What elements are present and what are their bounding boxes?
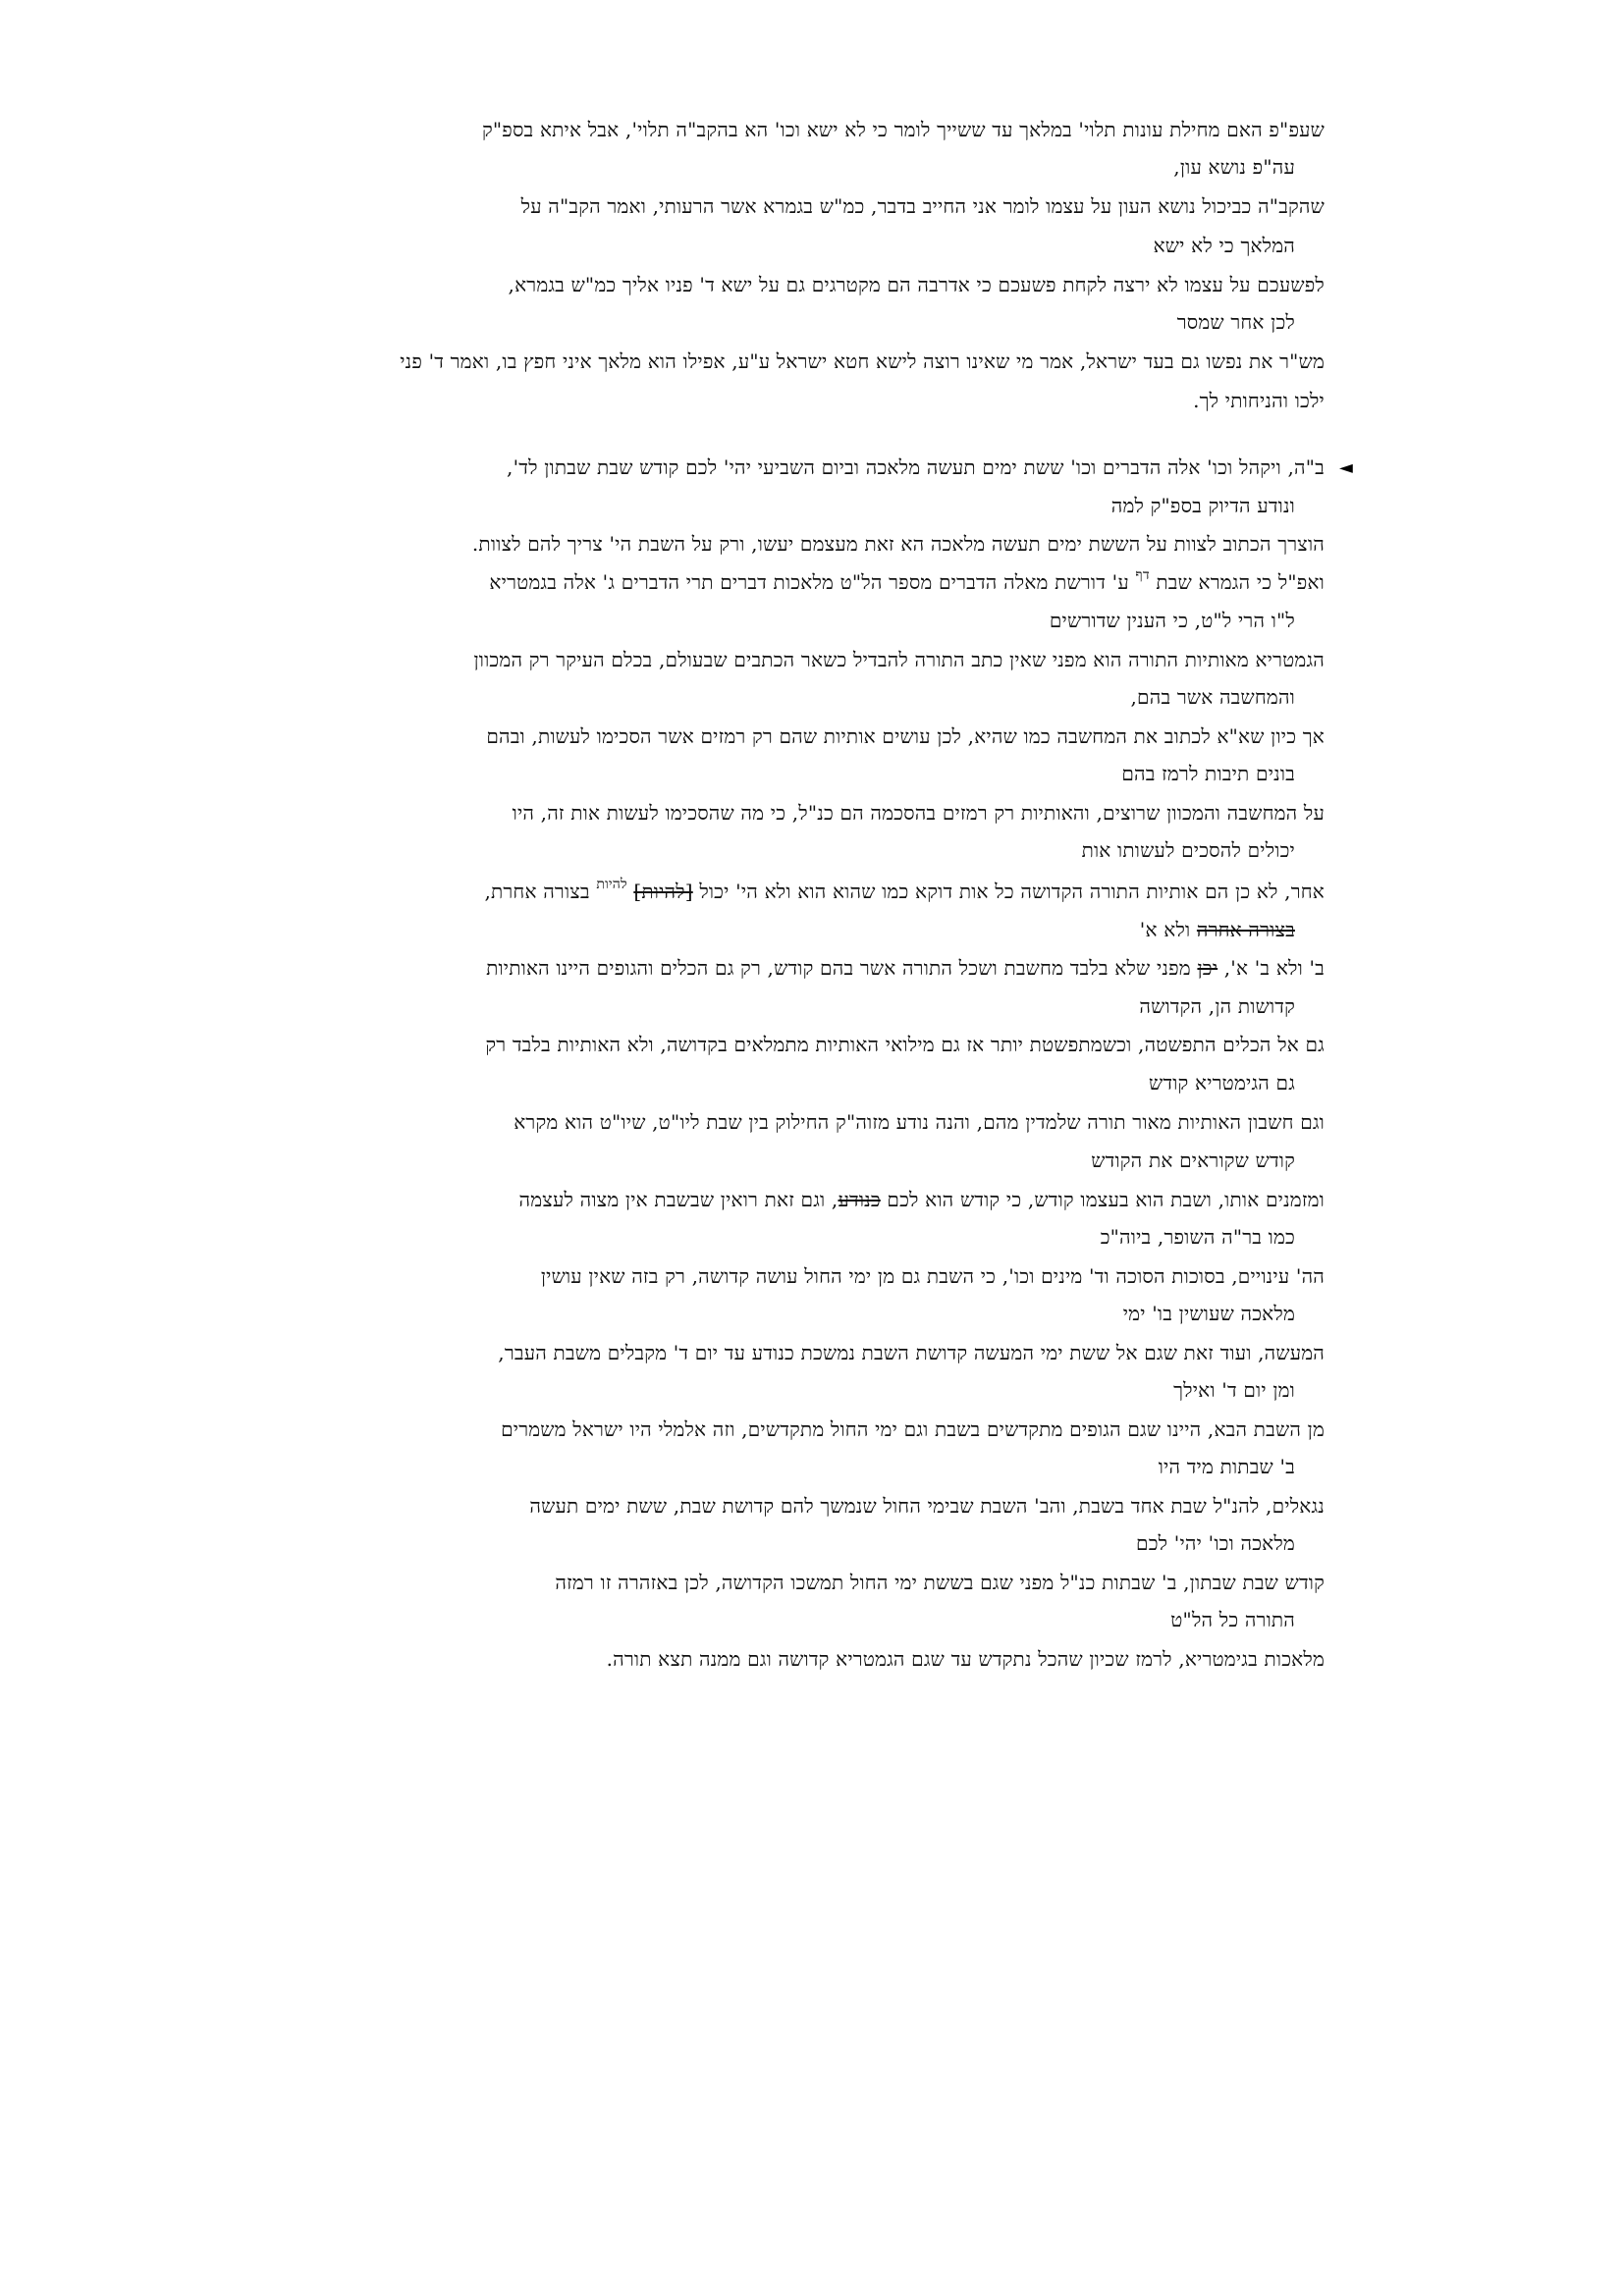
struck-text: כנודע <box>838 1188 881 1211</box>
text-line <box>489 567 1325 594</box>
text-line: יכולים להסכים לעשותו אות <box>1081 838 1295 862</box>
superscript-note: להיות <box>596 877 627 892</box>
text-line: ב' שבתות מיד היו <box>1158 1455 1295 1478</box>
text-line: מלאכות בגימטריא, לרמז שכיון שהכל נתקדש עד שגם הגמטריא קדושה וגם ממנה תצא תורה. <box>606 1647 1325 1671</box>
text-line: התורה כל הל"ט <box>1170 1608 1295 1631</box>
text-span: ב' ולא ב' א', <box>1223 956 1325 980</box>
text-line: מלאכה שעושין בו' ימי <box>1122 1302 1295 1325</box>
text-line: המעשה, ועוד זאת שגם אל ששת ימי המעשה קדושת השבת נמשכת כנודע עד יום ד' מקבלים משבת העבר, <box>498 1341 1325 1364</box>
text-line: כמו בר"ה השופר, ביוה"כ <box>1100 1225 1295 1249</box>
text-line: ונודע הדיוק בספ"ק למה <box>1110 494 1295 517</box>
text-line: הה' עינויים, בסוכות הסוכה וד' מינים וכו', כי השבת גם מן ימי החול עושה קדושה, רק בזה שאין עושין <box>540 1264 1325 1288</box>
text-line: אך כיון שא"א לכתוב את המחשבה כמו שהיא, לכן עושים אותיות שהם רק רמזים אשר הסכימו לעשות, ובהם <box>486 724 1325 748</box>
struck-text: בצורה אחרה <box>1196 918 1295 941</box>
text-line: שעפ"פ האם מחילת עונות תלוי' במלאך עד ששייך לומר כי לא ישא וכו' הא בהקב"ה תלוי', אבל איתא בספ"ק <box>482 118 1325 141</box>
text-line: עה"פ נושא עון, <box>1173 155 1295 179</box>
text-line <box>486 958 1325 978</box>
text-line <box>519 1190 1325 1209</box>
text-line: גם הגימטריא קודש <box>1149 1071 1295 1095</box>
text-line: הוצרך הכתוב לצוות על הששת ימים תעשה מלאכה הא זאת מעצמם יעשו, ורק על השבת הי' צריך להם לצוות. <box>471 532 1325 556</box>
text-span: ע' דורשת מאלה הדברים מספר הל"ט מלאכות דברים תרי הדברים ג' אלה בגמטריא <box>489 570 1129 594</box>
text-line: נגאלים, להנ"ל שבת אחד בשבת, והב' השבת שבימי החול שנמשך להם קדושת שבת, ששת ימים תעשה <box>529 1494 1325 1518</box>
text-line: מש"ר את נפשו גם בעד ישראל, אמר מי שאינו רוצה לישא חטא ישראל ע"ע, אפילו הוא מלאך איני חפץ בו, ואמר ד' פני <box>400 349 1325 373</box>
text-line: על המחשבה והמכוון שרוצים, והאותיות רק רמזים בהסכמה הם כנ"ל, כי מה שהסכימו לעשות אות זה, היו <box>512 801 1325 825</box>
text-line: מן השבת הבא, היינו שגם הגופים מתקדשים בשבת וגם ימי החול מתקדשים, וזה אלמלי היו ישראל משמרים <box>501 1417 1325 1441</box>
text-span: , וגם זאת רואין שבשבת אין מצוה לעצמה <box>518 1188 839 1211</box>
text-line: ומן יום ד' ואילך <box>1173 1378 1295 1402</box>
superscript-note: דף <box>1135 567 1150 583</box>
text-line: לכן אחר שמסר <box>1176 310 1295 334</box>
text-line: קודש שבת שבתון, ב' שבתות כנ"ל מפני שגם בששת ימי החול תמשכו הקדושה, לכן באזהרה זו רמזה <box>555 1571 1325 1594</box>
text-line: והמחשבה אשר בהם, <box>1130 685 1295 709</box>
text-line: ל"ו הרי ל"ט, כי הענין שדורשים <box>1049 609 1295 632</box>
text-span: ואפ"ל כי הגמרא שבת <box>1156 570 1325 594</box>
text-line: מלאכה וכו' יהי' לכם <box>1136 1531 1295 1555</box>
text-line: גם אל הכלים התפשטה, וכשמתפשטת יותר אז גם מילואי האותיות מתמלאים בקדושה, ולא האותיות בלבד רק <box>485 1033 1325 1056</box>
text-span: מפני שלא בלבד מחשבת ושכל התורה אשר בהם קודש, רק גם הכלים והגופים היינו האותיות <box>486 956 1191 980</box>
text-line: ילכו והניחותי לך. <box>1193 389 1325 412</box>
text-line: קדושות הן, הקדושה <box>1139 994 1295 1018</box>
text-span: ומזמנים אותו, ושבת הוא בעצמו קודש, כי קודש הוא לכם <box>887 1188 1325 1211</box>
text-line: וגם חשבון האותיות מאור תורה שלמדין מהם, והנה נודע מזוה"ק החילוק בין שבת ליו"ט, שיו"ט הוא מקרא <box>514 1110 1325 1134</box>
text-line: בונים תיבות לרמז בהם <box>1121 762 1295 785</box>
text-line: הגמטריא מאותיות התורה הוא מפני שאין כתב התורה להבדיל כשאר הכתבים שבעולם, בכלם העיקר רק המכוון <box>473 648 1325 671</box>
bullet-icon: ◄ <box>1339 457 1353 478</box>
text-span: אחר, לא כן הם אותיות התורה הקדושה כל אות דוקא כמו שהוא הוא ולא הי' יכול <box>699 880 1325 903</box>
text-line: ב"ה, ויקהל וכו' אלה הדברים וכו' ששת ימים תעשה מלאכה וביום השביעי יהי' לכם קודש שבת שבתון לד', <box>507 455 1325 479</box>
struck-text: יכן <box>1197 956 1218 980</box>
struck-text: [להיות] <box>633 880 693 903</box>
text-line: לפשעכם על עצמו לא ירצה לקחת פשעכם כי אדרבה הם מקטרגים גם על ישא ד' פניו אליך כמ"ש בגמרא, <box>508 273 1325 296</box>
text-line <box>1140 920 1295 939</box>
text-span: בצורה אחרת, <box>484 880 590 903</box>
text-line: קודש שקוראים את הקודש <box>1091 1148 1295 1172</box>
text-line <box>484 877 1325 903</box>
text-span: ולא א' <box>1139 918 1191 941</box>
text-line: שהקב"ה כביכול נושא העון על עצמו לומר אני החייב בדבר, כמ"ש בגמרא אשר הרעותי, ואמר הקב"ה על <box>520 194 1325 218</box>
text-line: המלאך כי לא ישא <box>1153 234 1295 257</box>
